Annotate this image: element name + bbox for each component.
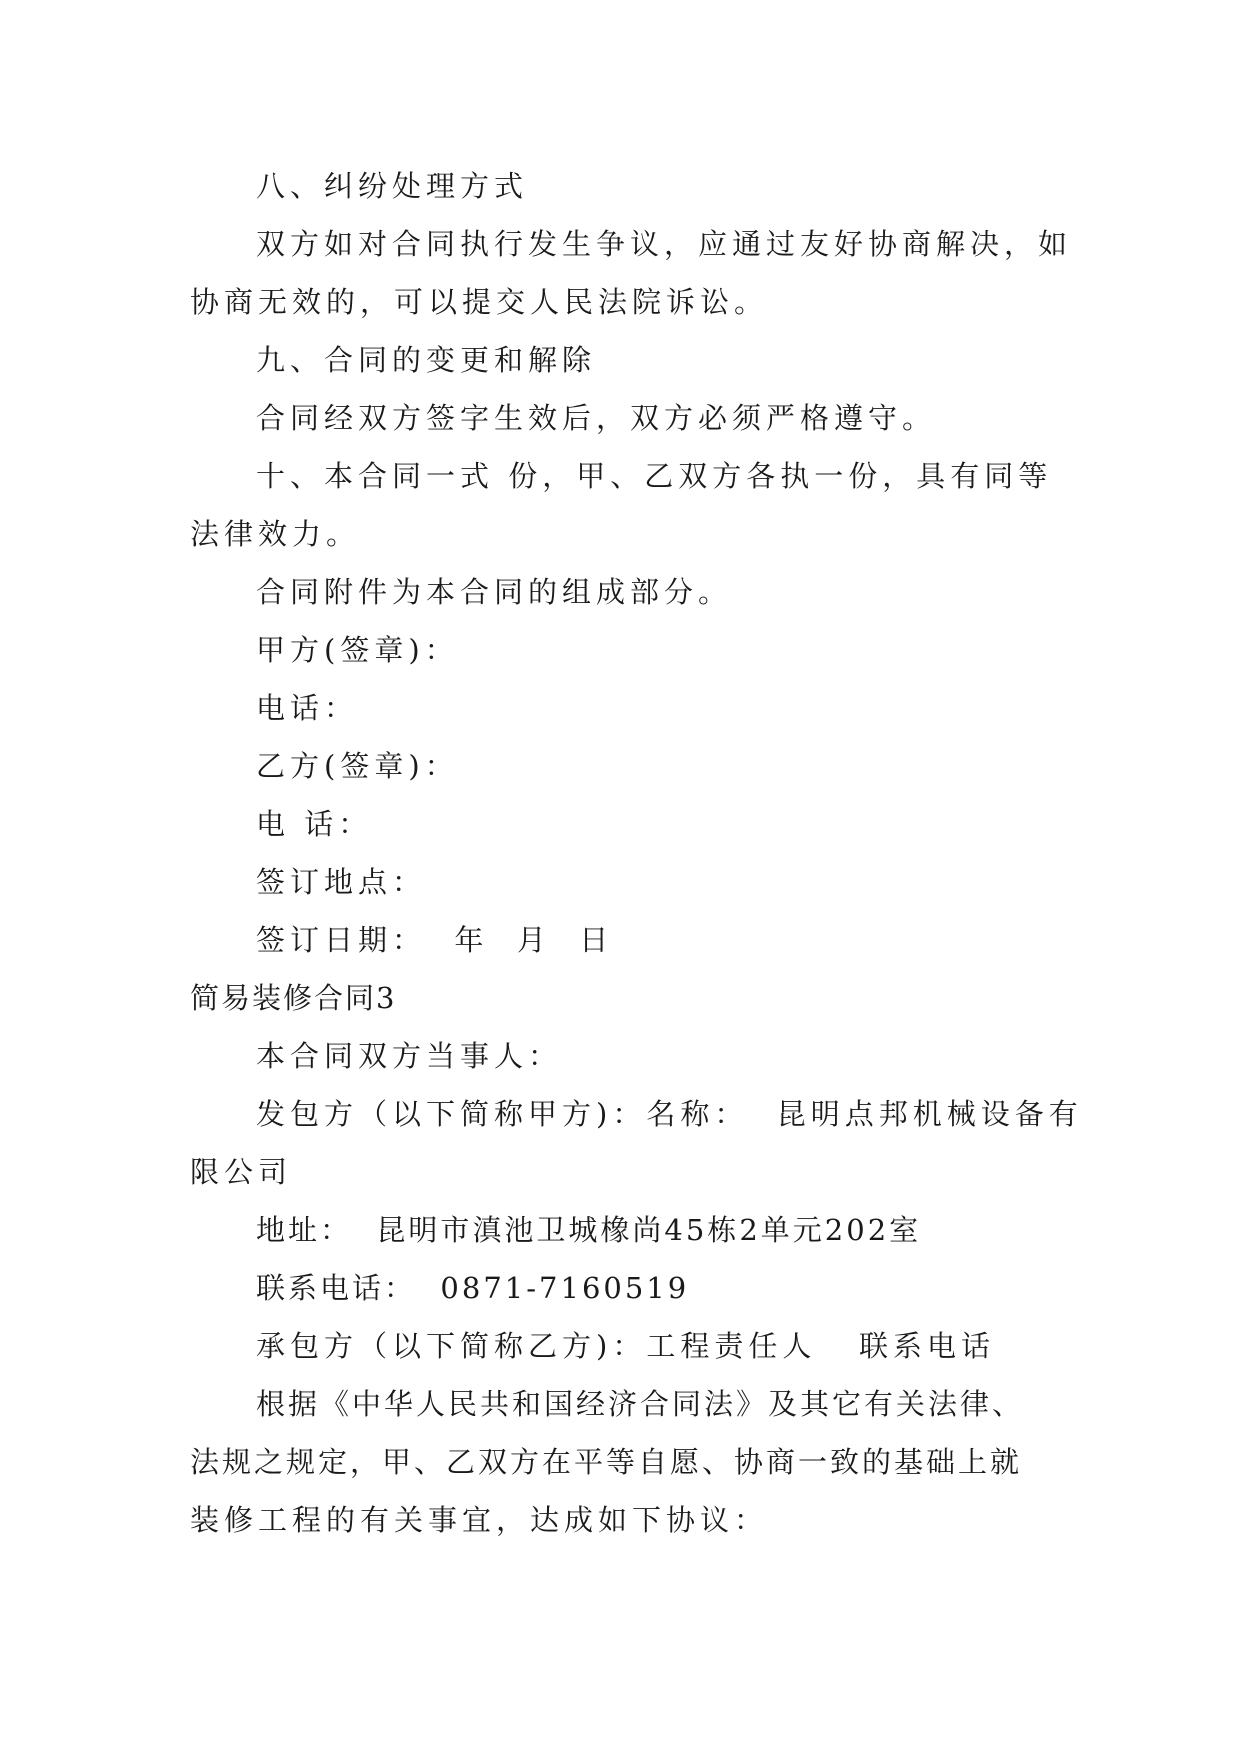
paragraph-line: 合同附件为本合同的组成部分。: [256, 575, 733, 609]
paragraph-line: 法规之规定，甲、乙双方在平等自愿、协商一致的基础上就: [190, 1445, 1023, 1479]
section-heading-change: 九、合同的变更和解除: [256, 343, 597, 377]
paragraph-line: 根据《中华人民共和国经济合同法》及其它有关法律、: [256, 1387, 1025, 1421]
contract-title: 简易装修合同3: [190, 981, 397, 1015]
party-a-address: 地址： 昆明市滇池卫城橡尚45栋2单元202室: [256, 1213, 922, 1247]
signature-party-a: 甲方(签章)：: [256, 633, 459, 667]
paragraph-line: 装修工程的有关事宜，达成如下协议：: [190, 1503, 769, 1537]
party-a-name: 发包方（以下简称甲方)：名称： 昆明点邦机械设备有: [256, 1097, 1083, 1131]
paragraph-line: 法律效力。: [190, 517, 361, 551]
phone-party-a: 电话：: [256, 691, 359, 725]
signing-date: 签订日期： 年 月 日: [256, 923, 614, 957]
party-b-info: 承包方（以下简称乙方)：工程责任人 联系电话: [256, 1329, 995, 1363]
phone-party-b: 电 话：: [256, 807, 373, 841]
paragraph-line: 本合同双方当事人：: [256, 1039, 563, 1073]
section-heading-dispute: 八、纠纷处理方式: [256, 169, 529, 203]
paragraph-line: 双方如对合同执行发生争议，应通过友好协商解决，如: [256, 227, 1073, 261]
party-a-phone: 联系电话： 0871-7160519: [256, 1271, 690, 1305]
paragraph-line: 合同经双方签字生效后，双方必须严格遵守。: [256, 401, 937, 435]
paragraph-line: 协商无效的，可以提交人民法院诉讼。: [190, 285, 769, 319]
signature-party-b: 乙方(签章)：: [256, 749, 459, 783]
paragraph-line: 限公司: [190, 1155, 293, 1189]
paragraph-line: 十、本合同一式 份，甲、乙双方各执一份，具有同等: [256, 459, 1053, 493]
signing-place: 签订地点：: [256, 865, 427, 899]
